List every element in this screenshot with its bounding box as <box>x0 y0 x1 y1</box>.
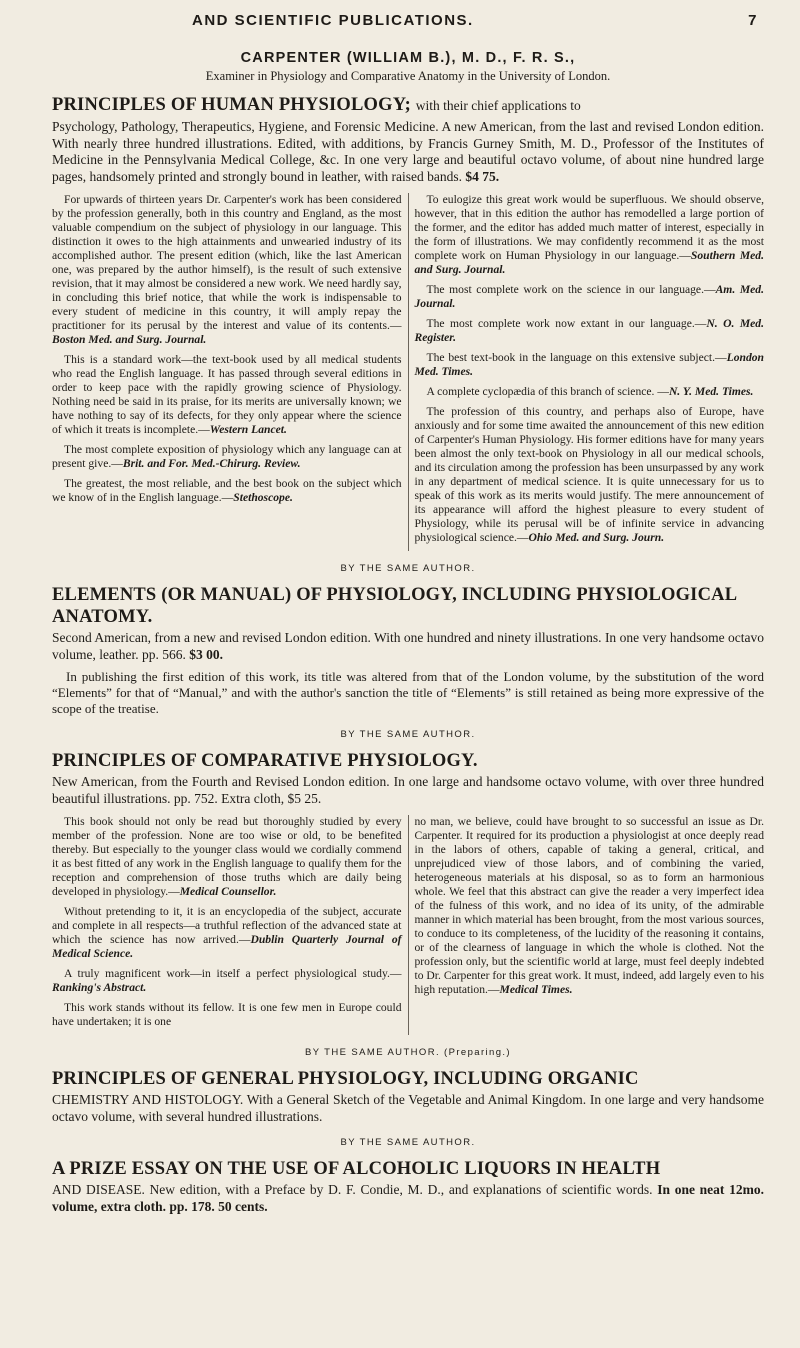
review-source: Ranking's Abstract. <box>52 981 147 994</box>
review-text: The most complete work now extant in our language.— <box>426 317 707 330</box>
review-source: Southern Med. and Surg. Journal. <box>414 249 765 276</box>
review-source: Brit. and For. Med.-Chirurg. Review. <box>122 457 301 470</box>
review-source: N. Y. Med. Times. <box>668 385 754 398</box>
book1-reviews <box>52 193 764 551</box>
book4-title: PRINCIPLES OF GENERAL PHYSIOLOGY, INCLUDING ORGANIC <box>52 1069 639 1089</box>
book1-title: PRINCIPLES OF HUMAN PHYSIOLOGY; <box>52 95 411 115</box>
book3-description: New American, from the Fourth and Revised London edition. In one large and handsome octavo volume, with over three hundred beautiful illustrations. pp. 752. Extra cloth, $5 25. <box>52 774 764 806</box>
book5-description-text: AND DISEASE. New edition, with a Preface by D. F. Condie, M. D., and explanations of scientific words. <box>52 1182 653 1197</box>
book2-title: ELEMENTS (OR MANUAL) OF PHYSIOLOGY, INCLUDING PHYSIOLOGICAL ANATOMY. <box>52 585 737 627</box>
review <box>52 193 402 347</box>
review <box>52 443 402 471</box>
book3-reviews-right <box>409 815 765 1035</box>
review-text: A complete cyclopædia of this branch of science. — <box>426 385 669 398</box>
page-number: 7 <box>748 12 758 29</box>
review-text: The profession of this country, and perhaps also of Europe, have anxiously and for some time awaited the announcement of this new edition of Carpenter's Human Physiology. His former editions have for many years been almost the only text-book on Physiology in all our medical schools, and its circulation among the profession has been unsurpassed by any work in any department of medical science. It is quite unnecessary for us to speak of this work as its merits would justify. The mere announcement of its appearance will afford the highest pleasure to every student of Physiology, while its perusal will be of infinite service in advancing physiological science.— <box>414 405 764 544</box>
review <box>415 193 765 277</box>
book1-heading <box>52 94 764 117</box>
book2-note: In publishing the first edition of this work, its title was altered from that of the London volume, by the substitution of the word “Elements” for that of “Manual,” and with the author's sanction the title of “Elements” is still retained as being more expressive of the scope of the treatise. <box>52 669 764 716</box>
review-source: Am. Med. Journal. <box>414 283 764 310</box>
review-text: The most complete exposition of physiology which any language can at present give.— <box>52 443 402 470</box>
running-head-title: AND SCIENTIFIC PUBLICATIONS. <box>192 12 474 29</box>
review-source: Boston Med. and Surg. Journal. <box>52 333 207 346</box>
catalog-page <box>52 0 764 1215</box>
book2-price: $3 00. <box>189 646 223 662</box>
review <box>52 815 402 899</box>
review-text: This book should not only be read but thoroughly studied by every member of the profession. None are too wise or old, to be benefited thereby. But especially to the younger class would we cordially commend it as best fitted of any work in the English language to qualify them for the reception and comprehension of those truths which are daily being developed in physiology.— <box>52 815 402 898</box>
author-position: Examiner in Physiology and Comparative Anatomy in the University of London. <box>205 69 611 83</box>
review-source: Medical Counsellor. <box>179 885 277 898</box>
book1-reviews-left <box>52 193 409 551</box>
review-text: This work stands without its fellow. It is one few men in Europe could have undertaken; it is one <box>52 1001 402 1028</box>
book3-title: PRINCIPLES OF COMPARATIVE PHYSIOLOGY. <box>52 751 478 771</box>
book2-description-text: Second American, from a new and revised London edition. With one hundred and ninety illustrations. In one very handsome octavo volume, leather. pp. 566. <box>52 630 764 662</box>
review <box>415 283 765 311</box>
review <box>52 905 402 961</box>
review-source: Medical Times. <box>499 983 573 996</box>
review <box>415 405 765 545</box>
review <box>415 385 765 399</box>
book2-description <box>52 630 764 663</box>
review <box>52 1001 402 1029</box>
review-text: The greatest, the most reliable, and the best book on the subject which we know of in the English language.— <box>52 477 402 504</box>
review-source: Western Lancet. <box>209 423 287 436</box>
book5-price: In one neat 12mo. volume, extra cloth. pp. 178. 50 cents. <box>52 1182 764 1214</box>
book1-reviews-right <box>409 193 765 551</box>
review-text: For upwards of thirteen years Dr. Carpenter's work has been considered by the profession generally, both in this country and England, as the most valuable compendium on the subject of physiology in our language. This distinction it owes to the high attainments and unwearied industry of its accomplished author. The present edition (which, like the last American one, was prepared by the author himself), is the result of such extensive revision, that it may almost be considered a new work. We need hardly say, in concluding this brief notice, that while the work is indispensable to every student of medicine in this country, it will amply repay the practitioner for its perusal by the interest and value of its contents.— <box>52 193 402 332</box>
running-head <box>52 0 764 36</box>
section-separator: BY THE SAME AUTHOR. <box>340 1137 476 1148</box>
book3-reviews <box>52 815 764 1035</box>
book1-description <box>52 119 764 185</box>
book5-title: A PRIZE ESSAY ON THE USE OF ALCOHOLIC LIQUORS IN HEALTH <box>52 1159 661 1179</box>
book1-title-rest: with their chief applications to <box>415 98 581 113</box>
book3-reviews-left <box>52 815 409 1035</box>
section-separator: BY THE SAME AUTHOR. (Preparing.) <box>305 1047 511 1058</box>
review-source: Dublin Quarterly Journal of Medical Science. <box>52 933 402 960</box>
review-text: The most complete work on the science in our language.— <box>426 283 716 296</box>
book1-price: $4 75. <box>465 168 500 184</box>
review-text: no man, we believe, could have brought to so successful an issue as Dr. Carpenter. It required for its production a physiologist at once deeply read in the labors of others, capable of taking a general, critical, and unprejudiced view of those labors, and of combining the varied, heterogeneous materials at his disposal, so as to form an harmonious whole. We feel that this abstract can give the reader a very imperfect idea of the fulness of this work, and no idea of its unity, of the admirable manner in which material has been brought, from the most various sources, to conduce to its completeness, of the lucidity of the reasoning it contains, or of the clearness of language in which the whole is clothed. Not the profession only, but the scientific world at large, must feel deeply indebted to Dr. Carpenter for this great work. It must, indeed, add largely even to his high reputation.— <box>414 815 764 996</box>
review-source: Ohio Med. and Surg. Journ. <box>528 531 665 544</box>
section-separator: BY THE SAME AUTHOR. <box>340 563 476 574</box>
section-separator: BY THE SAME AUTHOR. <box>340 729 476 740</box>
review-source: N. O. Med. Register. <box>414 317 764 344</box>
review-text: A truly magnificent work—in itself a perfect physiological study.— <box>64 967 402 980</box>
review-text: Without pretending to it, it is an encyclopedia of the subject, accurate and complete in all respects—a truthful reflection of the advanced state at which the science has now arrived.— <box>52 905 402 946</box>
review-text: To eulogize this great work would be superfluous. We should observe, however, that in this edition the author has remodelled a large portion of the former, and the editor has added much matter of interest, especially in the form of illustrations. We may confidently recommend it as the most complete work on Human Physiology in our language.— <box>414 193 764 262</box>
review-text: The best text-book in the language on this extensive subject.— <box>426 351 727 364</box>
author-name: CARPENTER (WILLIAM B.), M. D., F. R. S., <box>240 50 576 66</box>
review <box>52 477 402 505</box>
review-source: Stethoscope. <box>233 491 293 504</box>
review <box>52 353 402 437</box>
book1-description-text: Psychology, Pathology, Therapeutics, Hygiene, and Forensic Medicine. A new American, from the last and revised London edition. With nearly three hundred illustrations. Edited, with additions, by Francis Gurney Smith, M. D., Professor of the Institutes of Medicine in the Pennsylvania Medical College, &c. In one very large and beautiful octavo volume, of about nine hundred large pages, handsomely printed and strongly bound in leather, with raised bands. <box>52 119 764 184</box>
review <box>415 351 765 379</box>
review <box>52 967 402 995</box>
book4-description: CHEMISTRY AND HISTOLOGY. With a General Sketch of the Vegetable and Animal Kingdom. In one large and very handsome octavo volume, with several hundred illustrations. <box>52 1092 764 1124</box>
review-source: London Med. Times. <box>414 351 764 378</box>
book5-description <box>52 1182 764 1215</box>
review <box>415 815 765 997</box>
review <box>415 317 765 345</box>
review-text: This is a standard work—the text-book used by all medical students who read the English language. It has passed through several editions in order to keep pace with the rapidly growing science of Physiology. Nothing need be said in its praise, for its merits are universally known; we have nothing to say of its defects, for they only appear where the science of which it treats is incomplete.— <box>52 353 402 436</box>
